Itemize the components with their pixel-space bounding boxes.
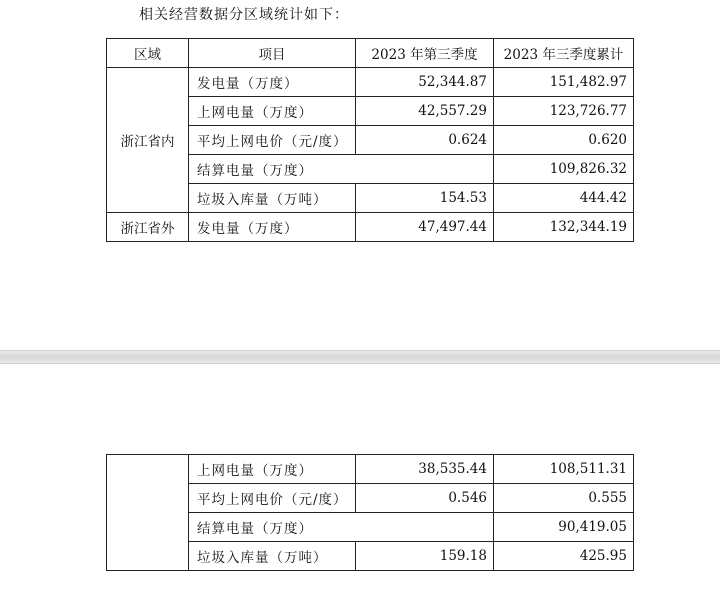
item-cell: 垃圾入库量（万吨） <box>189 542 356 571</box>
region-cell-continued <box>107 455 189 571</box>
q3-cell: 47,497.44 <box>356 213 494 242</box>
regional-stats-table <box>106 38 634 242</box>
ytd-cell: 108,511.31 <box>494 455 634 484</box>
q3-cell: 0.624 <box>356 126 494 155</box>
item-cell: 垃圾入库量（万吨） <box>189 184 356 213</box>
q3-cell: 0.546 <box>356 484 494 513</box>
table-row <box>107 455 634 484</box>
item-cell: 结算电量（万度） <box>189 513 494 542</box>
header-ytd: 2023 年三季度累计 <box>494 39 634 68</box>
q3-cell: 42,557.29 <box>356 97 494 126</box>
region-cell-zhejiang: 浙江省内 <box>107 68 189 213</box>
table-header-row <box>107 39 634 68</box>
header-q3: 2023 年第三季度 <box>356 39 494 68</box>
header-region: 区域 <box>107 39 189 68</box>
ytd-cell: 444.42 <box>494 184 634 213</box>
q3-cell: 159.18 <box>356 542 494 571</box>
ytd-cell: 0.620 <box>494 126 634 155</box>
ytd-cell: 109,826.32 <box>494 155 634 184</box>
q3-cell: 52,344.87 <box>356 68 494 97</box>
regional-stats-table-continued <box>106 454 634 571</box>
ytd-cell: 425.95 <box>494 542 634 571</box>
item-cell: 平均上网电价（元/度） <box>189 484 356 513</box>
header-item: 项目 <box>189 39 356 68</box>
ytd-cell: 0.555 <box>494 484 634 513</box>
q3-cell: 38,535.44 <box>356 455 494 484</box>
page-separator <box>0 350 720 364</box>
item-cell: 结算电量（万度） <box>189 155 494 184</box>
intro-text: 相关经营数据分区域统计如下： <box>139 7 349 23</box>
item-cell: 发电量（万度） <box>189 213 356 242</box>
region-cell-outside: 浙江省外 <box>107 213 189 242</box>
table-row <box>107 68 634 97</box>
ytd-cell: 90,419.05 <box>494 513 634 542</box>
ytd-cell: 132,344.19 <box>494 213 634 242</box>
ytd-cell: 151,482.97 <box>494 68 634 97</box>
ytd-cell: 123,726.77 <box>494 97 634 126</box>
item-cell: 平均上网电价（元/度） <box>189 126 356 155</box>
table-row <box>107 213 634 242</box>
item-cell: 上网电量（万度） <box>189 455 356 484</box>
item-cell: 上网电量（万度） <box>189 97 356 126</box>
q3-cell: 154.53 <box>356 184 494 213</box>
item-cell: 发电量（万度） <box>189 68 356 97</box>
